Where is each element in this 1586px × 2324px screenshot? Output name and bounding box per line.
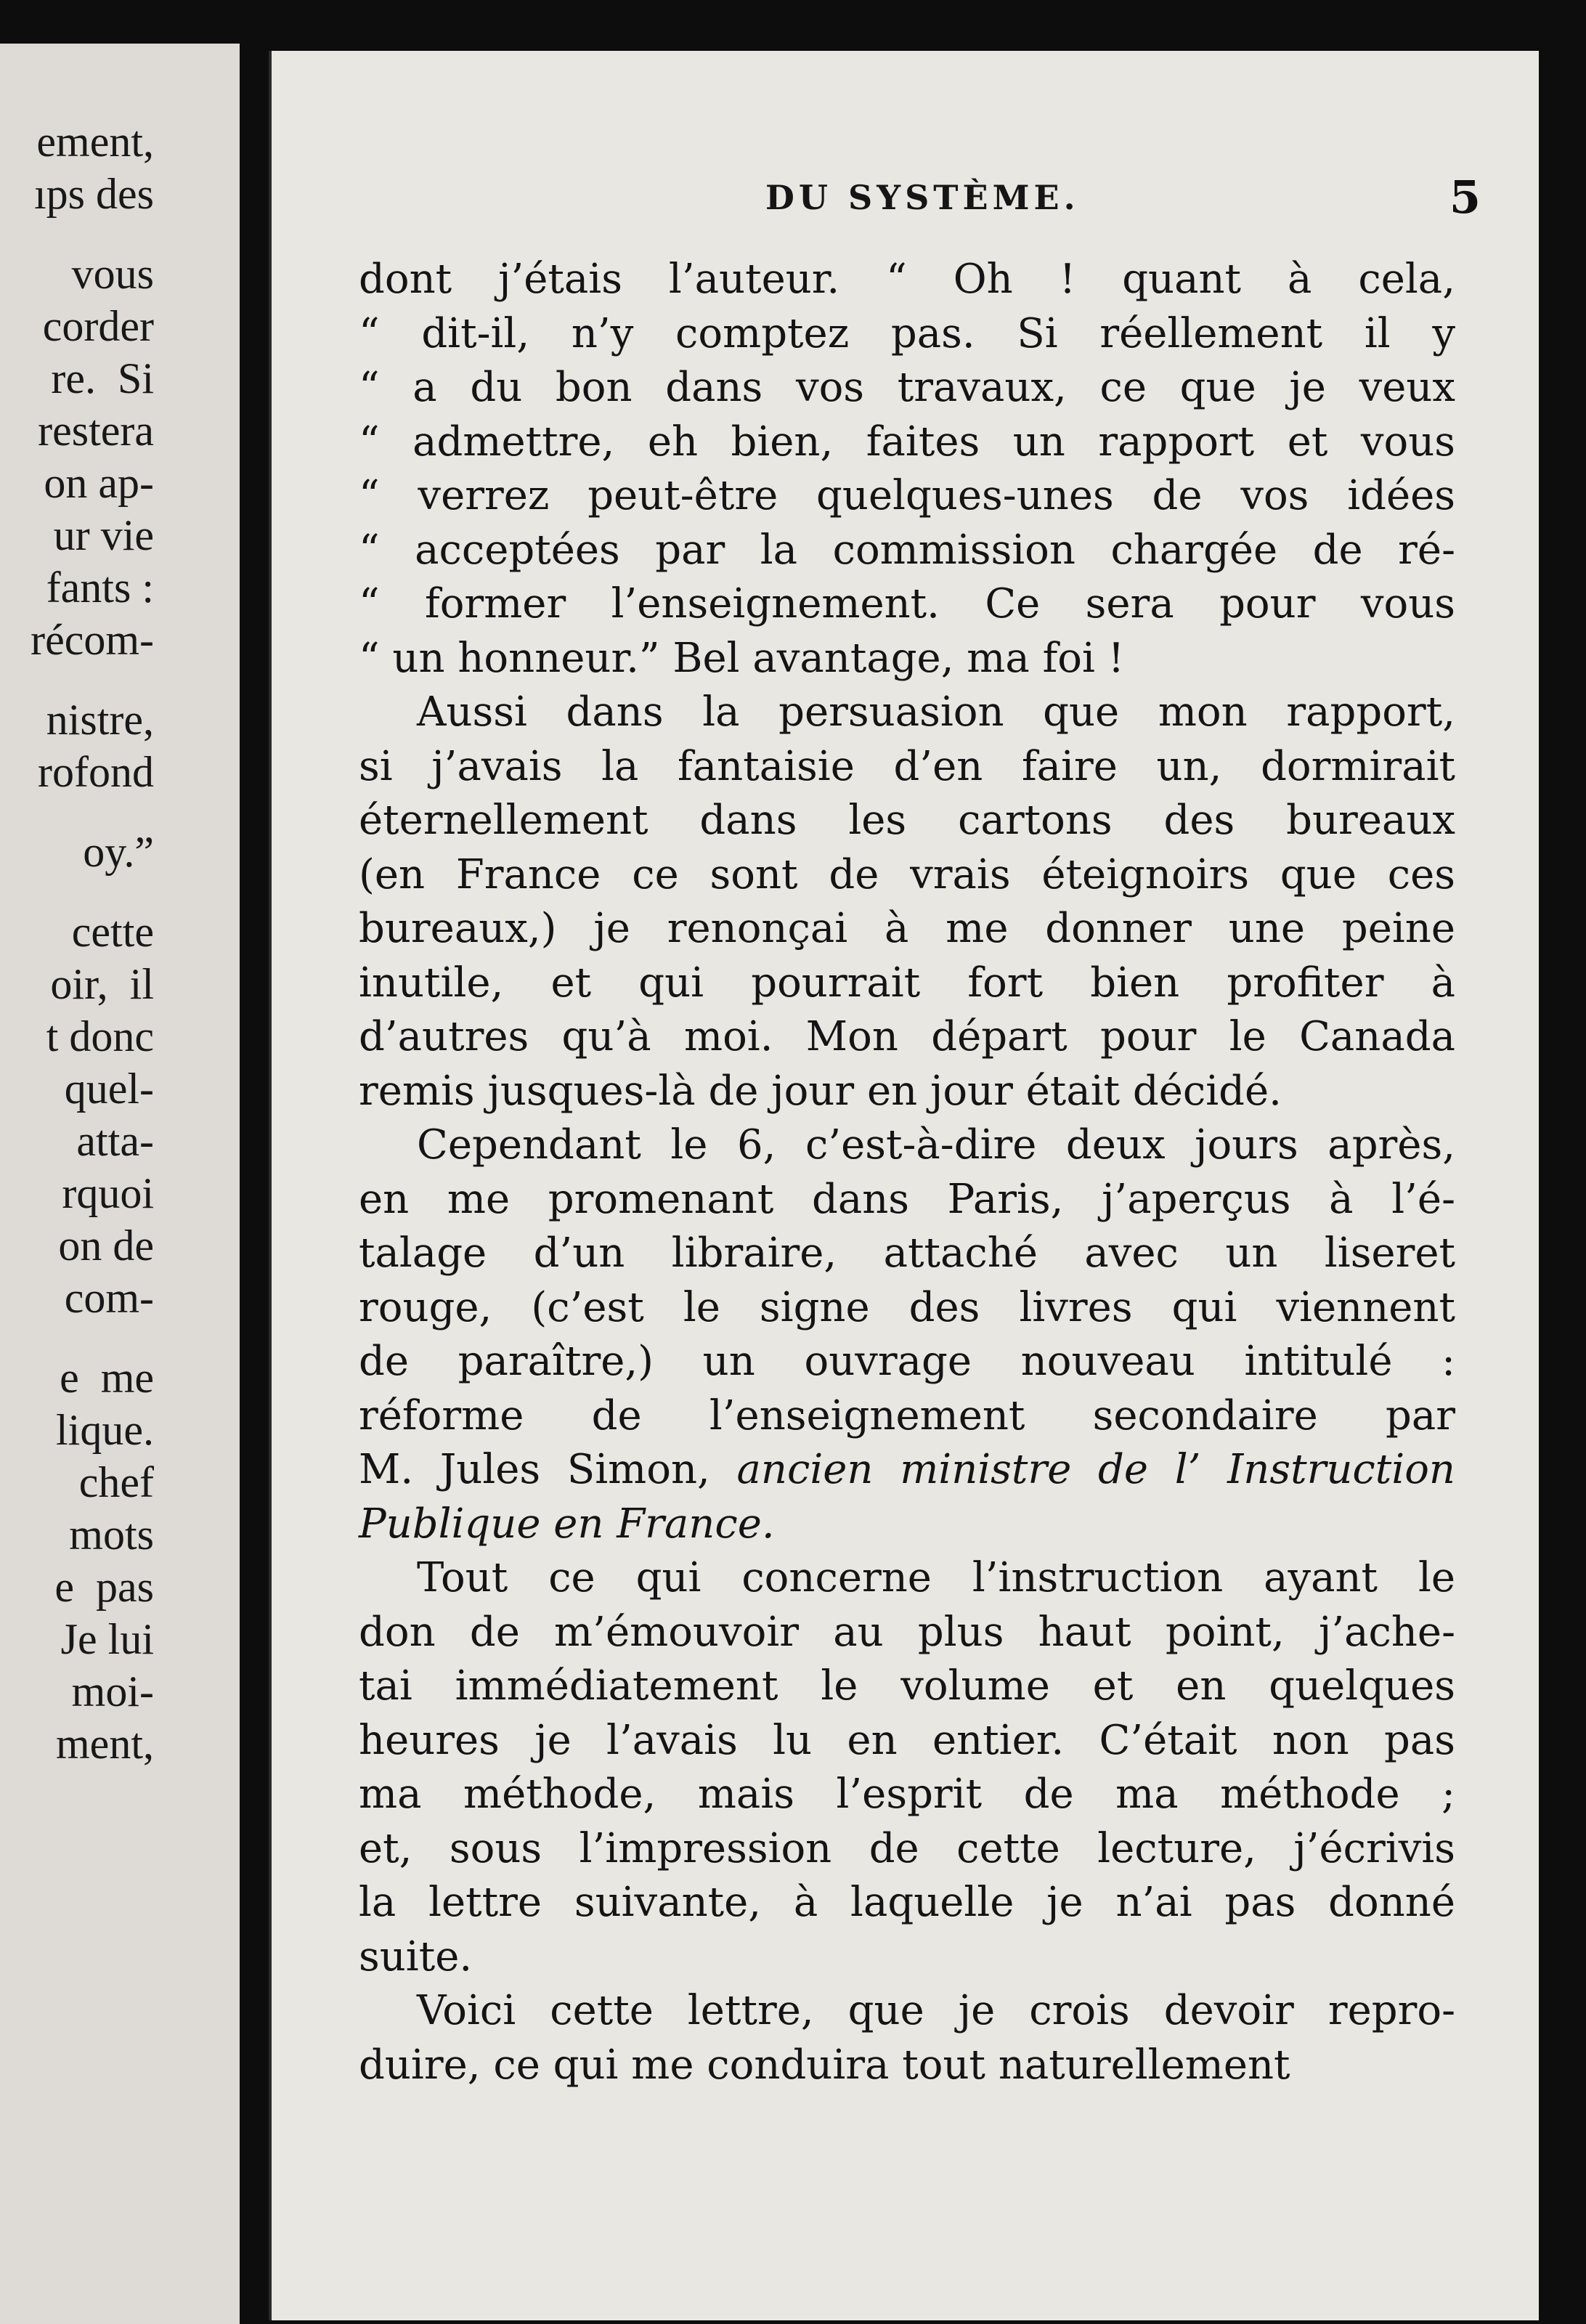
text-line: “ acceptées par la commission chargée de ré-: [359, 526, 1455, 574]
text-line: Publique en France.: [359, 1500, 775, 1548]
text-line: Cependant le 6, c’est-à-dire deux jours après,: [417, 1121, 1455, 1169]
text-line: talage d’un libraire, attaché avec un liseret: [359, 1230, 1455, 1277]
text-line: d’autres qu’à moi. Mon départ pour le Canada: [359, 1013, 1455, 1060]
text-line: ma méthode, mais l’esprit de ma méthode ;: [359, 1771, 1455, 1818]
text-line: heures je l’avais lu en entier. C’était non pas: [359, 1716, 1455, 1764]
text-line: “ former l’enseignement. Ce sera pour vous: [359, 580, 1455, 627]
left-page-line: corder: [42, 302, 154, 350]
text-line: inutile, et qui pourrait fort bien profiter à: [359, 959, 1455, 1007]
left-page-line: ıps des: [34, 170, 154, 218]
text-line: de paraître,) un ouvrage nouveau intitulé :: [359, 1338, 1455, 1385]
paragraph: [359, 1551, 1455, 1984]
text-line: éternellement dans les cartons des bureaux: [359, 797, 1455, 844]
left-page-line: quel-: [64, 1065, 154, 1113]
left-page-fragment: [0, 44, 240, 2324]
page-number: 5: [1449, 171, 1481, 224]
body-text: [359, 253, 1455, 2092]
text-line: bureaux,) je renonçai à me donner une peine: [359, 905, 1455, 952]
text-line: en me promenant dans Paris, j’aperçus à l’é-: [359, 1175, 1455, 1223]
left-page-line: rquoi: [62, 1169, 154, 1217]
running-head: DU SYSTÈME.: [765, 178, 1080, 217]
text-line: remis jusques-là de jour en jour était décidé.: [359, 1067, 1282, 1115]
text-line: “ admettre, eh bien, faites un rapport et vous: [359, 418, 1455, 466]
left-page-line: cette: [71, 908, 154, 956]
paragraph: [359, 253, 1455, 686]
left-page-line: moi-: [71, 1667, 154, 1715]
text-line: si j’avais la fantaisie d’en faire un, dormirait: [359, 742, 1455, 790]
left-page-line: re. Si: [51, 354, 154, 402]
text-line: “ a du bon dans vos travaux, ce que je veux: [359, 364, 1455, 411]
left-page-line: ement,: [36, 118, 154, 166]
text-line: “ verrez peut-être quelques-unes de vos idées: [359, 472, 1455, 519]
left-page-line: fants :: [46, 564, 154, 612]
left-page-line: vous: [71, 250, 154, 298]
left-page-line: nistre,: [46, 696, 154, 744]
left-page-line: rofond: [38, 748, 154, 796]
left-page-line: e pas: [54, 1563, 154, 1611]
left-page-line: oy.”: [83, 828, 154, 876]
text-segment: M. Jules Simon,: [359, 1446, 737, 1493]
text-line: réforme de l’enseignement secondaire par: [359, 1391, 1455, 1439]
text-line: [359, 1443, 1455, 1498]
left-page-line: com-: [64, 1274, 154, 1322]
text-line: Aussi dans la persuasion que mon rapport,: [417, 688, 1455, 736]
text-line: (en France ce sont de vrais éteignoirs que ces: [359, 850, 1455, 898]
left-page-line: t donc: [46, 1012, 154, 1060]
right-page: [269, 51, 1539, 2320]
text-line: “ dit-il, n’y comptez pas. Si réellement il y: [359, 309, 1455, 357]
book-title-italic: ancien ministre de l’ Instruction: [736, 1446, 1455, 1493]
left-page-line: on de: [58, 1222, 154, 1269]
text-line: don de m’émouvoir au plus haut point, j’ache-: [359, 1608, 1455, 1656]
paragraph: [359, 686, 1455, 1118]
text-line: tai immédiatement le volume et en quelques: [359, 1662, 1455, 1710]
paragraph: [359, 1118, 1455, 1551]
text-line: Tout ce qui concerne l’instruction ayant le: [417, 1554, 1455, 1601]
text-line: Voici cette lettre, que je crois devoir repro-: [417, 1987, 1455, 2034]
text-line: duire, ce qui me conduira tout naturellement: [359, 2041, 1290, 2089]
left-page-line: mots: [69, 1511, 154, 1559]
text-line: “ un honneur.” Bel avantage, ma foi !: [359, 634, 1125, 682]
left-page-line: oir, il: [50, 960, 154, 1008]
left-page-line: récom-: [30, 616, 154, 664]
text-line: suite.: [359, 1933, 473, 1980]
text-line: rouge, (c’est le signe des livres qui viennent: [359, 1283, 1455, 1331]
text-line: dont j’étais l’auteur. “ Oh ! quant à cela,: [359, 256, 1455, 303]
text-line: et, sous l’impression de cette lecture, j’écrivis: [359, 1824, 1455, 1872]
left-page-line: atta-: [76, 1117, 154, 1165]
text-line: la lettre suivante, à laquelle je n’ai pas donné: [359, 1879, 1455, 1926]
left-page-line: e me: [60, 1354, 154, 1402]
left-page-line: ur vie: [53, 511, 154, 559]
left-page-line: restera: [38, 407, 154, 455]
paragraph: [359, 1984, 1455, 2092]
left-page-line: on ap-: [44, 459, 154, 507]
left-page-line: Je lui: [60, 1615, 154, 1663]
left-page-line: lique.: [56, 1406, 154, 1454]
left-page-line: ment,: [56, 1720, 154, 1768]
left-page-line: chef: [78, 1458, 154, 1506]
